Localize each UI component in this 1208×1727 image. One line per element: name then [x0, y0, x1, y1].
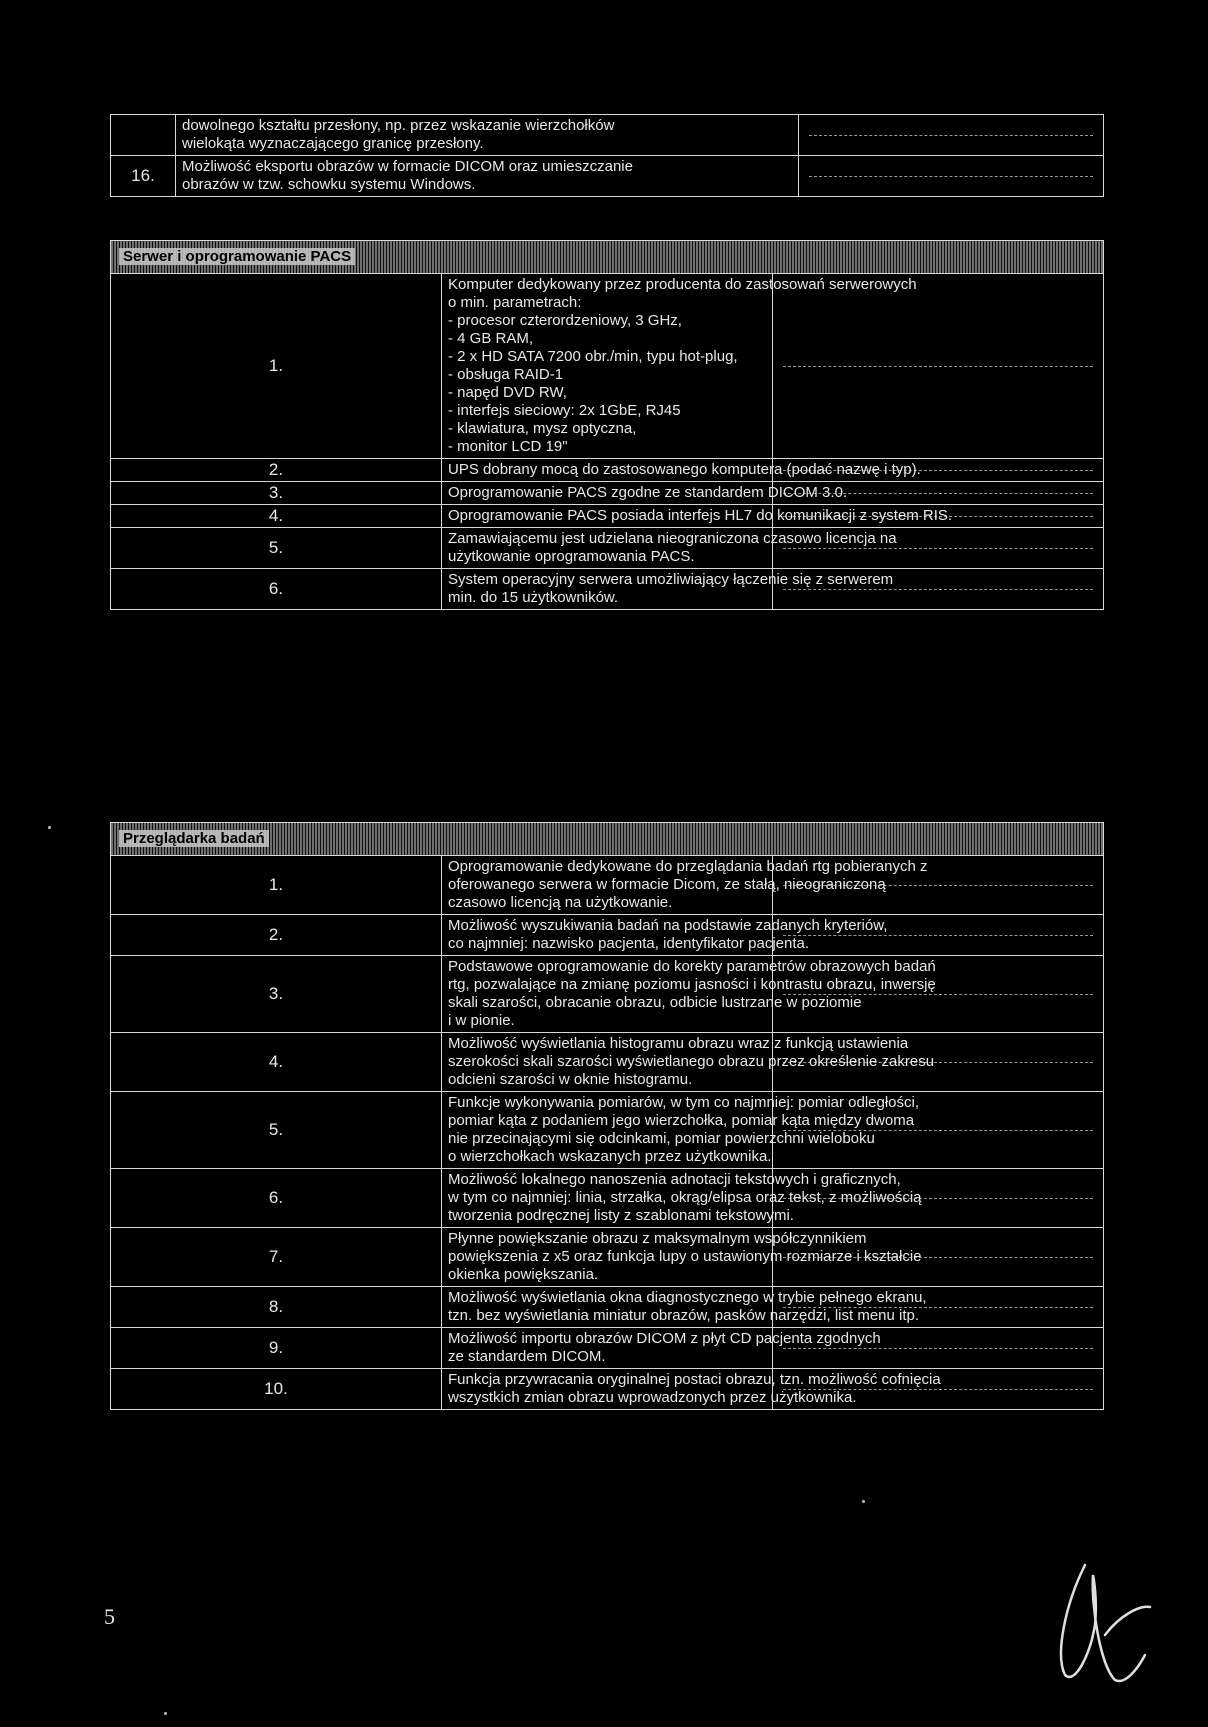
requirement-description: [176, 156, 799, 197]
dotted-fill-line: [783, 366, 1093, 367]
row-number: 6.: [111, 1169, 442, 1228]
description-line: rtg, pozwalające na zmianę poziomu jasności i kontrastu obrazu, inwersję: [448, 976, 936, 993]
dotted-fill-line: [809, 176, 1093, 177]
section-header-row: [111, 823, 1104, 856]
row-number: 3.: [111, 482, 442, 505]
description-line: pomiar kąta z podaniem jego wierzchołka, pomiar kąta między dwoma: [448, 1112, 915, 1129]
table-row: [111, 856, 1104, 915]
row-number: 5.: [111, 528, 442, 569]
description-line: min. do 15 użytkowników.: [448, 589, 619, 606]
requirement-description: [442, 1287, 927, 1328]
description-line: Oprogramowanie PACS zgodne ze standardem DICOM 3.0.: [448, 484, 848, 501]
description-line: - procesor czterordzeniowy, 3 GHz,: [448, 312, 682, 329]
requirement-description: [442, 956, 936, 1033]
row-number: 1.: [111, 274, 442, 459]
table-row: [111, 274, 1104, 459]
row-number: 4.: [111, 505, 442, 528]
requirement-description: [442, 482, 848, 505]
spec-table-pacs: [110, 240, 1104, 610]
description-line: co najmniej: nazwisko pacjenta, identyfikator pacjenta.: [448, 935, 810, 952]
description-line: o wierzchołkach wskazanych przez użytkownika.: [448, 1148, 772, 1165]
table-row: [111, 1328, 1104, 1369]
description-line: Możliwość wyszukiwania badań na podstawie zadanych kryteriów,: [448, 917, 888, 934]
spec-table-body: [111, 115, 1104, 197]
signature-stroke: [1061, 1565, 1150, 1681]
row-number: 16.: [111, 156, 176, 197]
description-line: Możliwość wyświetlania okna diagnostycznego w trybie pełnego ekranu,: [448, 1289, 927, 1306]
section-title: Przeglądarka badań: [119, 830, 269, 847]
description-line: - 2 x HD SATA 7200 obr./min, typu hot-plug,: [448, 348, 738, 365]
description-line: dowolnego kształtu przesłony, np. przez wskazanie wierzchołków: [182, 117, 615, 134]
description-line: szerokości skali szarości wyświetlanego obrazu przez określenie zakresu: [448, 1053, 935, 1070]
description-line: obrazów w tzw. schowku systemu Windows.: [182, 176, 476, 193]
description-line: okienka powiększania.: [448, 1266, 599, 1283]
description-line: powiększenia z x5 oraz funkcja lupy o ustawionym rozmiarze i kształcie: [448, 1248, 922, 1265]
description-line: wielokąta wyznaczającego granicę przesłony.: [182, 135, 484, 152]
description-line: tworzenia podręcznej listy z szablonami tekstowymi.: [448, 1207, 794, 1224]
table-row: [111, 528, 1104, 569]
spec-table-body: [111, 241, 1104, 610]
dotted-fill-line: [809, 135, 1093, 136]
spec-table-continuation: [110, 114, 1104, 197]
table-row: [111, 482, 1104, 505]
description-line: Możliwość importu obrazów DICOM z płyt CD pacjenta zgodnych: [448, 1330, 881, 1347]
row-number: 3.: [111, 956, 442, 1033]
description-line: Płynne powiększanie obrazu z maksymalnym współczynnikiem: [448, 1230, 867, 1247]
description-line: oferowanego serwera w formacie Dicom, ze stałą, nieograniczoną: [448, 876, 886, 893]
row-number: [111, 115, 176, 156]
row-number: 7.: [111, 1228, 442, 1287]
description-line: - 4 GB RAM,: [448, 330, 534, 347]
scan-speck: [48, 826, 51, 829]
row-number: 8.: [111, 1287, 442, 1328]
description-line: skali szarości, obracanie obrazu, odbicie lustrzane w poziomie: [448, 994, 862, 1011]
description-line: Podstawowe oprogramowanie do korekty parametrów obrazowych badań: [448, 958, 936, 975]
offered-parameter-cell[interactable]: [799, 115, 1104, 156]
requirement-description: [176, 115, 799, 156]
dotted-fill-line: [783, 935, 1093, 936]
requirement-description: [442, 1228, 922, 1287]
table-row: [111, 505, 1104, 528]
requirement-description: [442, 528, 897, 569]
section-header-cell: [111, 241, 1104, 274]
description-line: w tym co najmniej: linia, strzałka, okrąg/elipsa oraz tekst, z możliwością: [448, 1189, 922, 1206]
description-line: użytkowanie oprogramowania PACS.: [448, 548, 695, 565]
row-number: 9.: [111, 1328, 442, 1369]
description-line: Możliwość eksportu obrazów w formacie DICOM oraz umieszczanie: [182, 158, 633, 175]
requirement-description: [442, 1033, 935, 1092]
description-line: i w pionie.: [448, 1012, 515, 1029]
table-row: [111, 1033, 1104, 1092]
row-number: 2.: [111, 459, 442, 482]
description-line: Oprogramowanie PACS posiada interfejs HL7 do komunikacji z system RIS.: [448, 507, 953, 524]
table-row: [111, 956, 1104, 1033]
description-line: Oprogramowanie dedykowane do przeglądania badań rtg pobieranych z: [448, 858, 928, 875]
table-row: [111, 115, 1104, 156]
description-line: Funkcje wykonywania pomiarów, w tym co najmniej: pomiar odległości,: [448, 1094, 920, 1111]
description-line: System operacyjny serwera umożliwiający łączenie się z serwerem: [448, 571, 894, 588]
table-row: [111, 1369, 1104, 1410]
requirement-description: [442, 1092, 920, 1169]
section-header-cell: [111, 823, 1104, 856]
row-number: 1.: [111, 856, 442, 915]
requirement-description: [442, 459, 921, 482]
scan-speck: [862, 1500, 865, 1503]
section-header-row: [111, 241, 1104, 274]
table-row: [111, 459, 1104, 482]
dotted-fill-line: [783, 548, 1093, 549]
table-row: [111, 1287, 1104, 1328]
table-row: [111, 1092, 1104, 1169]
row-number: 2.: [111, 915, 442, 956]
table-row: [111, 569, 1104, 610]
description-line: wszystkich zmian obrazu wprowadzonych przez użytkownika.: [448, 1389, 857, 1406]
requirement-description: [442, 569, 894, 610]
description-line: ze standardem DICOM.: [448, 1348, 606, 1365]
requirement-description: [442, 856, 928, 915]
dotted-fill-line: [783, 1348, 1093, 1349]
description-line: tzn. bez wyświetlania miniatur obrazów, pasków narzędzi, list menu itp.: [448, 1307, 920, 1324]
description-line: UPS dobrany mocą do zastosowanego komputera (podać nazwę i typ).: [448, 461, 921, 478]
requirement-description: [442, 1369, 941, 1410]
description-line: - klawiatura, mysz optyczna,: [448, 420, 637, 437]
table-row: [111, 915, 1104, 956]
signature-mark: [1045, 1545, 1155, 1695]
spec-table-body: [111, 823, 1104, 1410]
spec-table-viewer: [110, 822, 1104, 1410]
offered-parameter-cell[interactable]: [799, 156, 1104, 197]
scan-speck: [164, 1712, 167, 1715]
requirement-description: [442, 1169, 922, 1228]
dotted-fill-line: [783, 589, 1093, 590]
section-title: Serwer i oprogramowanie PACS: [119, 248, 355, 265]
requirement-description: [442, 915, 888, 956]
requirement-description: [442, 505, 953, 528]
table-row: [111, 1228, 1104, 1287]
offered-parameter-cell[interactable]: [773, 274, 1104, 459]
description-line: - monitor LCD 19": [448, 438, 568, 455]
description-line: czasowo licencją na użytkowanie.: [448, 894, 673, 911]
table-row: [111, 1169, 1104, 1228]
table-row: [111, 156, 1104, 197]
description-line: Funkcja przywracania oryginalnej postaci obrazu, tzn. możliwość cofnięcia: [448, 1371, 941, 1388]
row-number: 10.: [111, 1369, 442, 1410]
row-number: 5.: [111, 1092, 442, 1169]
description-line: Zamawiającemu jest udzielana nieograniczona czasowo licencja na: [448, 530, 897, 547]
description-line: - obsługa RAID-1: [448, 366, 564, 383]
requirement-description: [442, 1328, 881, 1369]
description-line: Możliwość lokalnego nanoszenia adnotacji tekstowych i graficznych,: [448, 1171, 901, 1188]
row-number: 6.: [111, 569, 442, 610]
description-line: - napęd DVD RW,: [448, 384, 567, 401]
description-line: odcieni szarości w oknie histogramu.: [448, 1071, 693, 1088]
page-number: 5: [104, 1604, 115, 1629]
description-line: Komputer dedykowany przez producenta do zastosowań serwerowych: [448, 276, 917, 293]
row-number: 4.: [111, 1033, 442, 1092]
description-line: o min. parametrach:: [448, 294, 582, 311]
requirement-description: [442, 274, 917, 459]
description-line: nie przecinającymi się odcinkami, pomiar powierzchni wieloboku: [448, 1130, 875, 1147]
description-line: Możliwość wyświetlania histogramu obrazu wraz z funkcją ustawienia: [448, 1035, 909, 1052]
description-line: - interfejs sieciowy: 2x 1GbE, RJ45: [448, 402, 681, 419]
